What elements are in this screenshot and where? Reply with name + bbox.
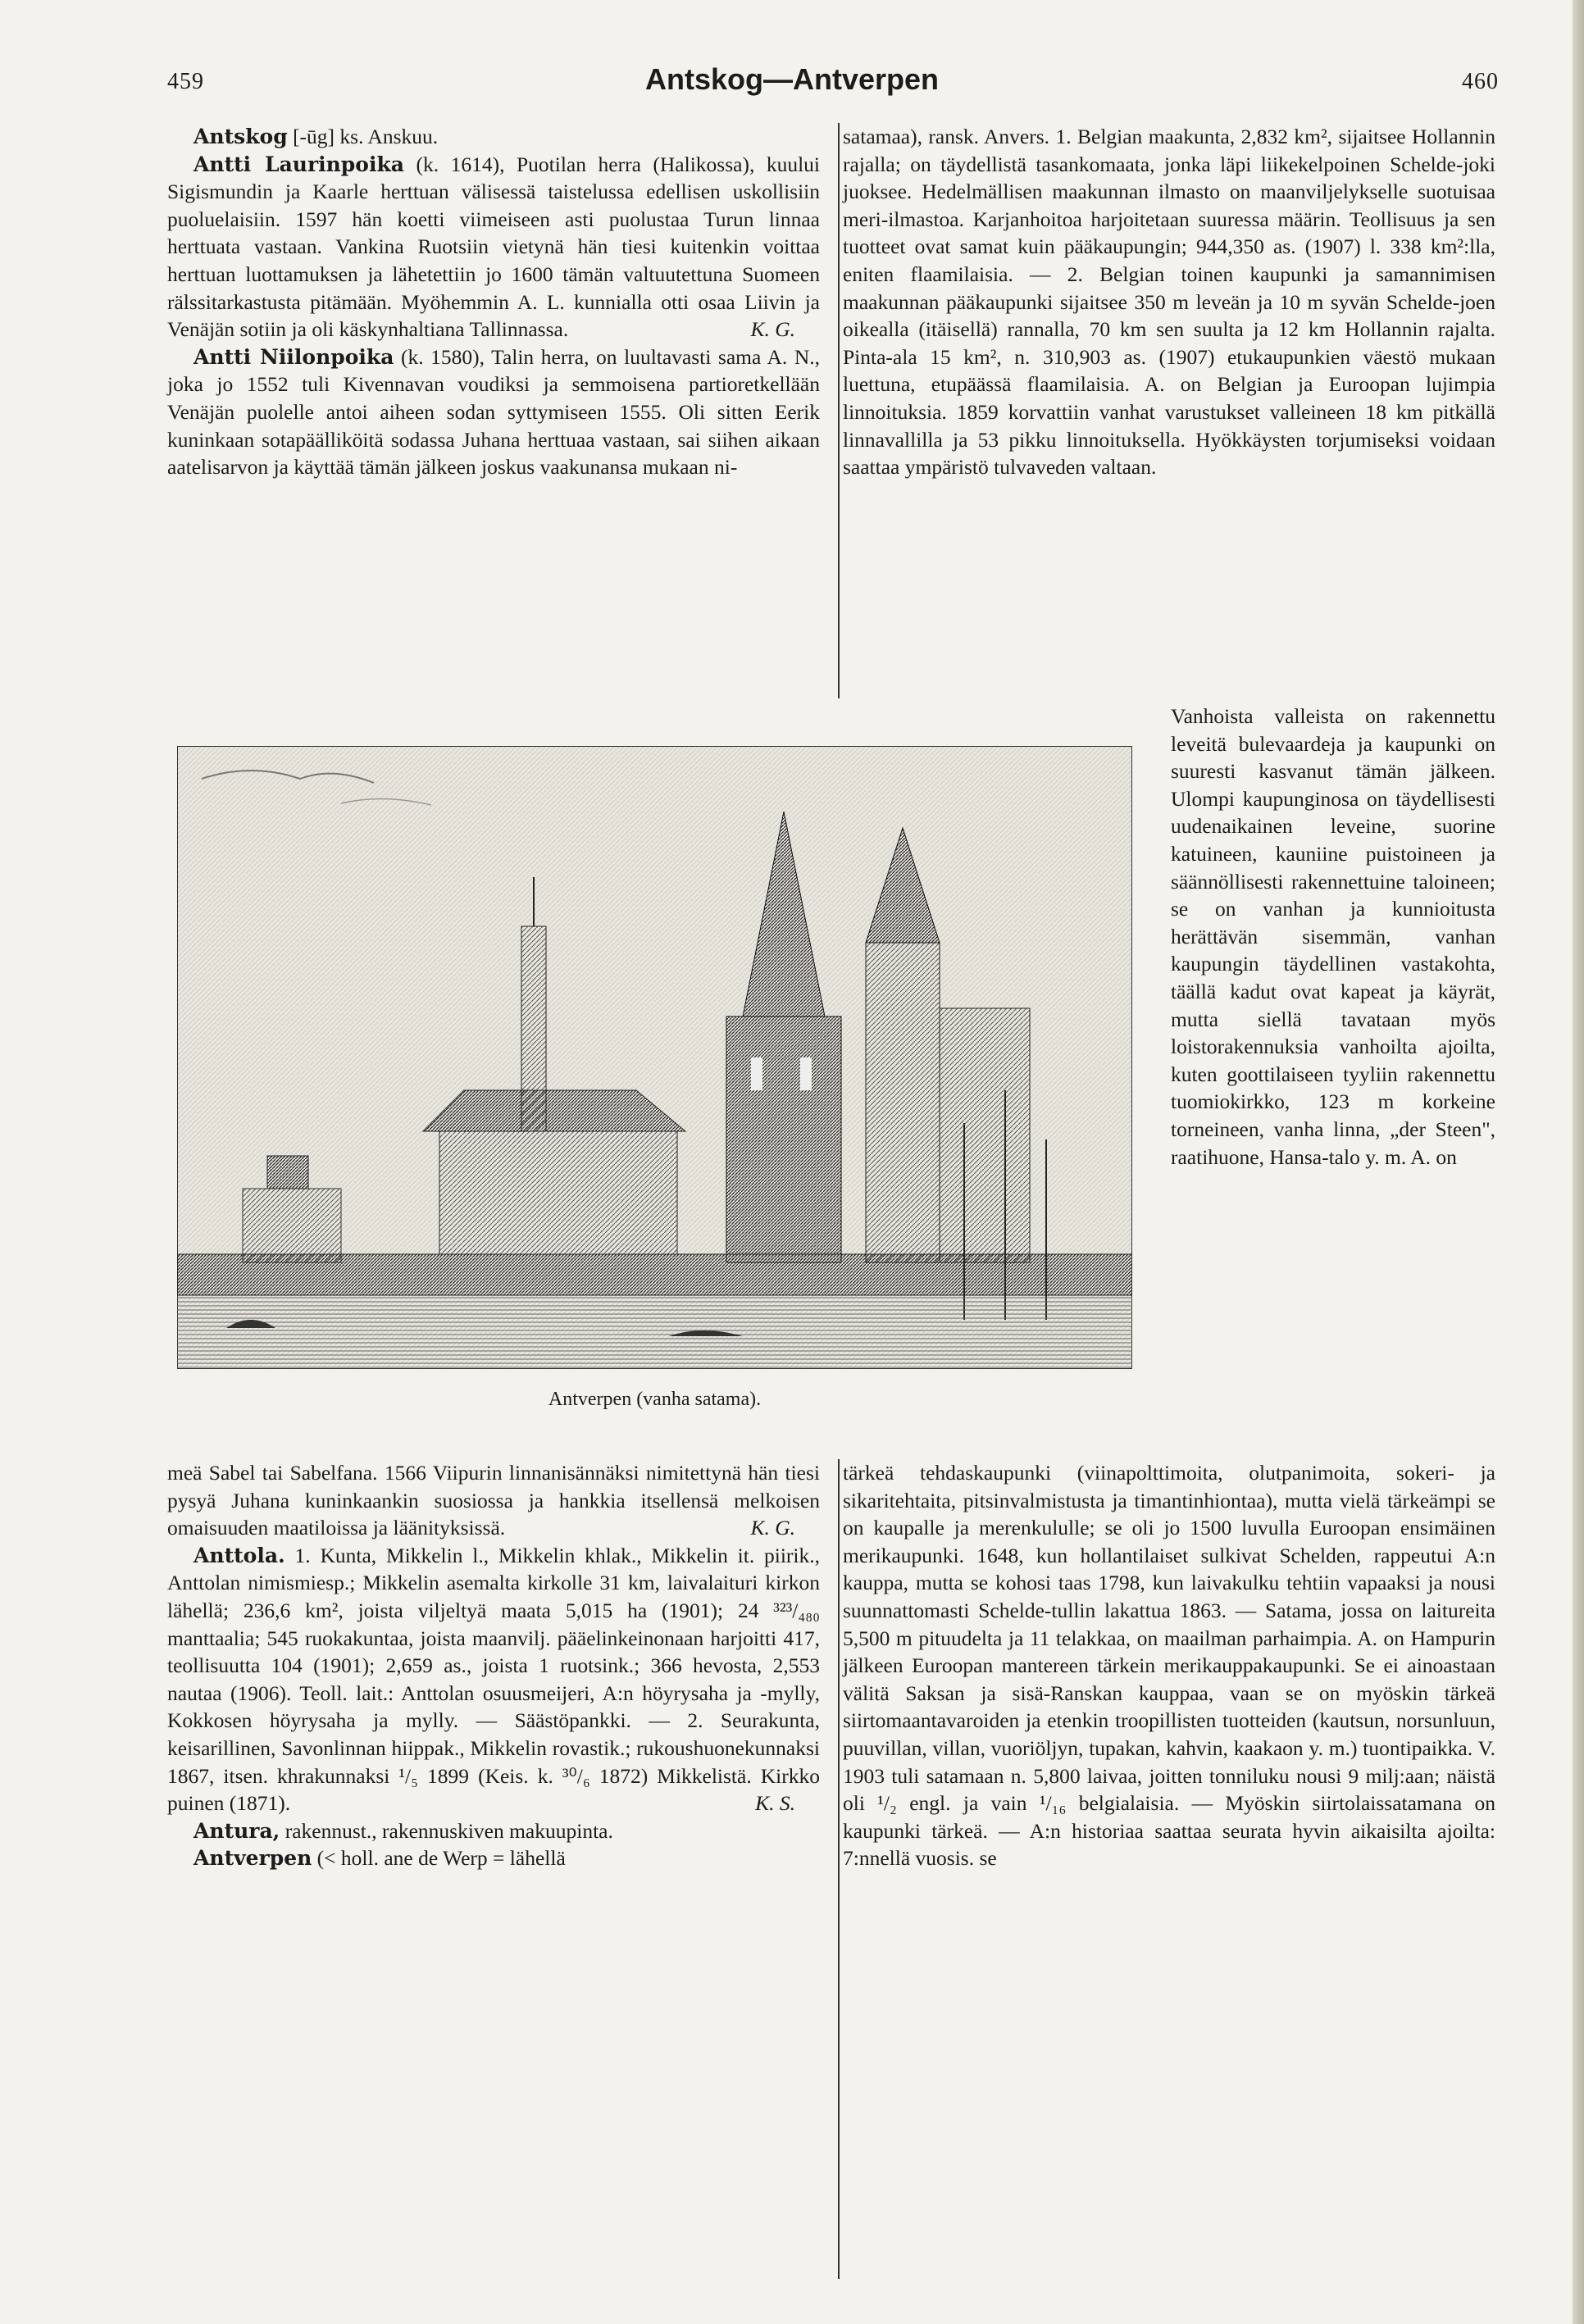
page-header — [0, 62, 1584, 103]
entry-antverpen-continued: satamaa), ransk. Anvers. 1. Belgian maakunta, 2,832 km², sijaitsee Hollannin rajalla; on täydellistä tasankomaata, jonka läpi liikekelpoinen Schelde-joki juoksee. Hedelmällisen maakunnan ilmasto on maanviljelykselle suotuisaa meri-ilmastoa. Karjanhoitoa harjoitetaan suuressa määrin. Teollisuus ja sen tuotteet ovat samat kuin pääkaupungin; 944,350 as. (1907) l. 338 km²:lla, eniten flaamilaisia. — 2. Belgian toinen kaupunki ja samannimisen maakunnan pääkaupunki sijaitsee 350 m leveän ja 10 m syvän Schelde-joen oikealla (itäisellä) rannalla, 70 km sen suulta ja 12 km Hollannin rajalta. Pinta-ala 15 km², n. 310,903 as. (1907) etukaupunkien väestö mukaan luettuna, etupäässä flaamilaisia. A. on Belgian ja Euroopan lujimpia linnoituksia. 1859 korvattiin vanhat varustukset valleineen 18 km pitkällä linnavallilla ja 53 pikku linnoituksella. Hyökkäysten torjumiseksi voidaan saattaa ympäristö tulvaveden valtaan. — [843, 125, 1495, 480]
running-title: Antskog—Antverpen — [644, 62, 940, 96]
headword: Antura, — [193, 1818, 280, 1843]
entry-text: rakennust., rakennuskiven makuupinta. — [280, 1818, 613, 1843]
headword: Antti Laurinpoika — [193, 152, 404, 176]
right-column-top — [843, 123, 1495, 481]
entry-antverpen — [167, 1844, 820, 1872]
headword: Antverpen — [193, 1846, 312, 1871]
entry-antti-laurinpoika — [167, 151, 820, 343]
entry-antura — [167, 1817, 820, 1845]
entry-text: (k. 1614), Puotilan herra (Halikossa), kuului Sigismundin ja Kaarle herttuan välisessä taistelussa edellisen uskollisiin puoluelaisiin. 1597 hän koetti viimeiseen asti puolustaa Turun linnaa herttuata vastaan. Vankina Ruotsiin vietynä hän tiesi kuitenkin voittaa herttuan luottamuksen ja lähetettiin jo 1600 tämän valtuutettuna Suomeen rälssitarkastusta pitämään. Myöhemmin A. L. kunnialla otti osaa Liivin ja Venäjän sotiin ja oli käskynhaltiana Tallinnassa. — [167, 152, 821, 342]
entry-text: meä Sabel tai Sabelfana. 1566 Viipurin linnanisännäksi nimitettynä hän tiesi pysyä Juhana kuninkaankin suosiossa ja hankkia itsellensä melkoisen omaisuuden maatiloissa ja läänityksissä. — [167, 1461, 820, 1540]
narrow-column-text: Vanhoista valleista on rakennettu leveitä bulevaardeja ja kaupunki on suuresti kasvanut tämän jälkeen. Ulompi kaupunginosa on täydellisesti uudenaikainen leveine, suorine katuineen, kauniine puistoineen ja säännöllisesti rakennettuine taloineen; se on vanhan ja kunnioitusta herättävän sisemmän, vanhan kaupungin täydellinen vastakohta, täällä kadut ovat kapeat ja käyrät, mutta siellä tavataan myös loistorakennuksia vanhoilta ajoilta, kuten goottilaiseen tyyliin rakennettu tuomiokirkko, 123 m korkeine torneineen, vanha linna, „der Steen", raatihuone, Hansa-talo y. m. A. on — [1171, 704, 1495, 1169]
figure-caption: Antverpen (vanha satama). — [548, 1389, 762, 1410]
entry-antti-niilonpoika-continued — [167, 1459, 820, 1542]
headword: Antti Niilonpoika — [193, 344, 394, 369]
entry-text: [-ūg] ks. Anskuu. — [287, 125, 439, 148]
right-page-number: 460 — [1462, 69, 1499, 94]
column-rule-bottom — [838, 1459, 840, 2279]
entry-antskog — [167, 123, 820, 151]
left-page-number: 459 — [167, 69, 204, 94]
headword: Anttola. — [193, 1543, 285, 1567]
page-edge-shadow — [1573, 0, 1584, 2324]
right-column-bottom — [843, 1459, 1495, 1872]
entry-anttola — [167, 1542, 820, 1817]
author-signature: K. G. — [750, 317, 795, 342]
author-signature: K. G. — [750, 1516, 795, 1540]
antverpen-history-text: tärkeä tehdaskaupunki (viinapolttimoita, olutpanimoita, sokeri- ja sikaritehtaita, pitsinvalmistusta ja timantinhiontaa), mutta vielä tärkeämpi se on kaupalle ja merenkululle; se oli jo 1500 luvulla Euroopan ensimäinen merikaupunki. 1648, kun hollantilaiset sulkivat Schelden, rappeutui A:n kauppa, mutta se kohosi taas 1798, kun laivakulku tehtiin vapaaksi ja nousi suunnattomasti Schelde-tullin lakattua 1863. — Satama, jossa on laitureita 5,500 m pituudelta ja 11 telakkaa, on maailman parhaimpia. A. on Hampurin jälkeen Euroopan mantereen tärkein merikauppakaupunki. Se ei ainoastaan välitä Saksan ja sisä-Ranskan kauppaa, vaan se on myöskin tärkeä siirtomaantavaroiden ja etenkin troopillisten tuotteiden (kautsun, norsunluun, puuvillan, villan, vuoriöljyn, tupakan, kahvin, kaakaon y. m.) tuontipaikka. V. 1903 tuli satamaan n. 5,800 laivaa, joitten tonniluku nousi 9 milj:aan; näistä oli ¹/₂ engl. ja vain ¹/₁₆ belgialaisia. — Myöskin siirtolaissatamana on kaupunki tärkeä. — A:n historiaa saattaa seurata hyvin aikaisilta ajoilta: 7:nnellä vuosis. se — [843, 1461, 1495, 1871]
entry-text: 1. Kunta, Mikkelin l., Mikkelin khlak., Mikkelin it. piirik., Anttolan nimismiesp.; Mikkelin asemalta kirkolle 31 km, laivalaituri kirkon lähellä; 236,6 km², joista viljeltyä maata 5,015 ha (1901); 24 ³²³/₄₈₀ manttaalia; 545 ruokakuntaa, joista maanvilj. pääelinkeinonaan harjoitti 417, teollisuutta 104 (1901); 2,659 as., joista 1 ruotsink.; 366 hevosta, 2,553 nautaa (1906). Teoll. lait.: Anttolan osuusmeijeri, A:n höyrysaha ja -mylly, Kokkosen höyrysaha ja mylly. — Säästöpankki. — 2. Seurakunta, keisarillinen, Savonlinnan hiippak., Mikkelin rovastik.; rukoushuonekunnaksi 1867, itsen. khrakunnaksi ¹/₅ 1899 (Keis. k. ³⁰/₆ 1872) Mikkelistä. Kirkko puinen (1871). — [167, 1543, 820, 1816]
author-signature: K. S. — [755, 1791, 795, 1816]
right-narrow-column — [1171, 703, 1495, 1171]
harbour-engraving — [177, 746, 1132, 1369]
left-column-top — [167, 123, 820, 481]
headword: Antskog — [193, 125, 288, 148]
column-rule-top — [838, 123, 840, 698]
antwerp-harbour-illustration — [177, 746, 1132, 1369]
entry-antti-niilonpoika — [167, 343, 820, 481]
entry-text: (k. 1580), Talin herra, on luultavasti sama A. N., joka jo 1552 tuli Kivennavan voudiksi ja semmoisena partioretkellään Venäjän puolelle antoi aiheen sodan syttymiseen 1555. Oli sitten Eerik kuninkaan sotapäälliköitä sodassa Juhana herttuaa vastaan, sai siihen aikaan aatelisarvon ja käyttää tämän jälkeen joskus vaakunansa mukaan ni- — [167, 344, 820, 480]
entry-text: (< holl. ane de Werp = lähellä — [312, 1846, 566, 1871]
left-column-bottom — [167, 1459, 820, 1872]
